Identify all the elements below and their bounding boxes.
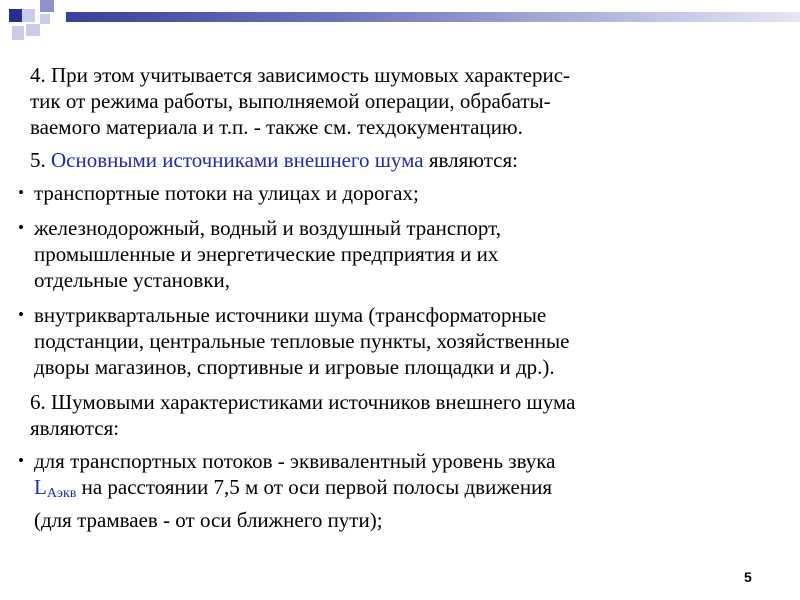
paragraph-4 — [30, 62, 778, 140]
list-item — [18, 302, 778, 380]
slide-body — [18, 62, 778, 542]
deco-square-1 — [9, 9, 22, 22]
list-item-line: подстанции, центральные тепловые пункты, хозяйственные — [34, 329, 570, 353]
list-item-line: (для трамваев - от оси ближнего пути); — [34, 508, 383, 532]
list-item-line-rest: на расстоянии 7,5 м от оси первой полосы движения — [76, 475, 553, 499]
sound-level-symbol — [34, 475, 76, 499]
sound-level-symbol-subscript: Аэкв — [46, 486, 77, 501]
list-item-line: промышленные и энергетические предприятия и их — [34, 242, 499, 266]
bullet-icon: • — [18, 183, 24, 202]
header-bar — [66, 12, 800, 22]
list-item-line: отдельные установки, — [34, 268, 231, 292]
list-item — [18, 180, 778, 206]
paragraph-5 — [30, 147, 778, 173]
list-item-line: дворы магазинов, спортивные и игровые площадки и др.). — [34, 355, 555, 379]
paragraph-6 — [30, 389, 778, 441]
list-item — [18, 215, 778, 293]
paragraph-5-number: 5. — [30, 148, 51, 172]
list-item-line: железнодорожный, водный и воздушный транспорт, — [34, 216, 501, 240]
bullet-icon: • — [18, 451, 24, 470]
header-decoration — [0, 0, 70, 50]
list-item-line: внутриквартальные источники шума (трансформаторные — [34, 303, 547, 327]
paragraph-5-highlight: Основными источниками внешнего шума — [51, 148, 424, 172]
page-number: 5 — [744, 569, 752, 585]
deco-square-4 — [12, 26, 24, 40]
deco-square-5 — [26, 24, 40, 36]
paragraph-5-rest: являются: — [423, 148, 518, 172]
sound-level-symbol-main: L — [34, 475, 47, 499]
list-item — [18, 448, 778, 533]
paragraph-6-line: 6. Шумовыми характеристиками источников внешнего шума — [30, 390, 576, 414]
list-item-line — [34, 474, 778, 507]
deco-square-3 — [40, 0, 54, 12]
paragraph-4-line: 4. При этом учитывается зависимость шумовых характерис- — [30, 63, 571, 87]
paragraph-4-line: тик от режима работы, выполняемой операции, обрабаты- — [30, 89, 551, 113]
paragraph-6-line: являются: — [30, 416, 120, 440]
deco-square-2 — [22, 9, 35, 22]
list-item-line: транспортные потоки на улицах и дорогах; — [34, 181, 419, 205]
deco-square-6 — [40, 14, 50, 24]
bullet-icon: • — [18, 305, 24, 324]
bullet-icon: • — [18, 218, 24, 237]
paragraph-4-line: ваемого материала и т.п. - также см. техдокументацию. — [30, 115, 523, 139]
list-item-line: для транспортных потоков - эквивалентный уровень звука — [34, 449, 556, 473]
